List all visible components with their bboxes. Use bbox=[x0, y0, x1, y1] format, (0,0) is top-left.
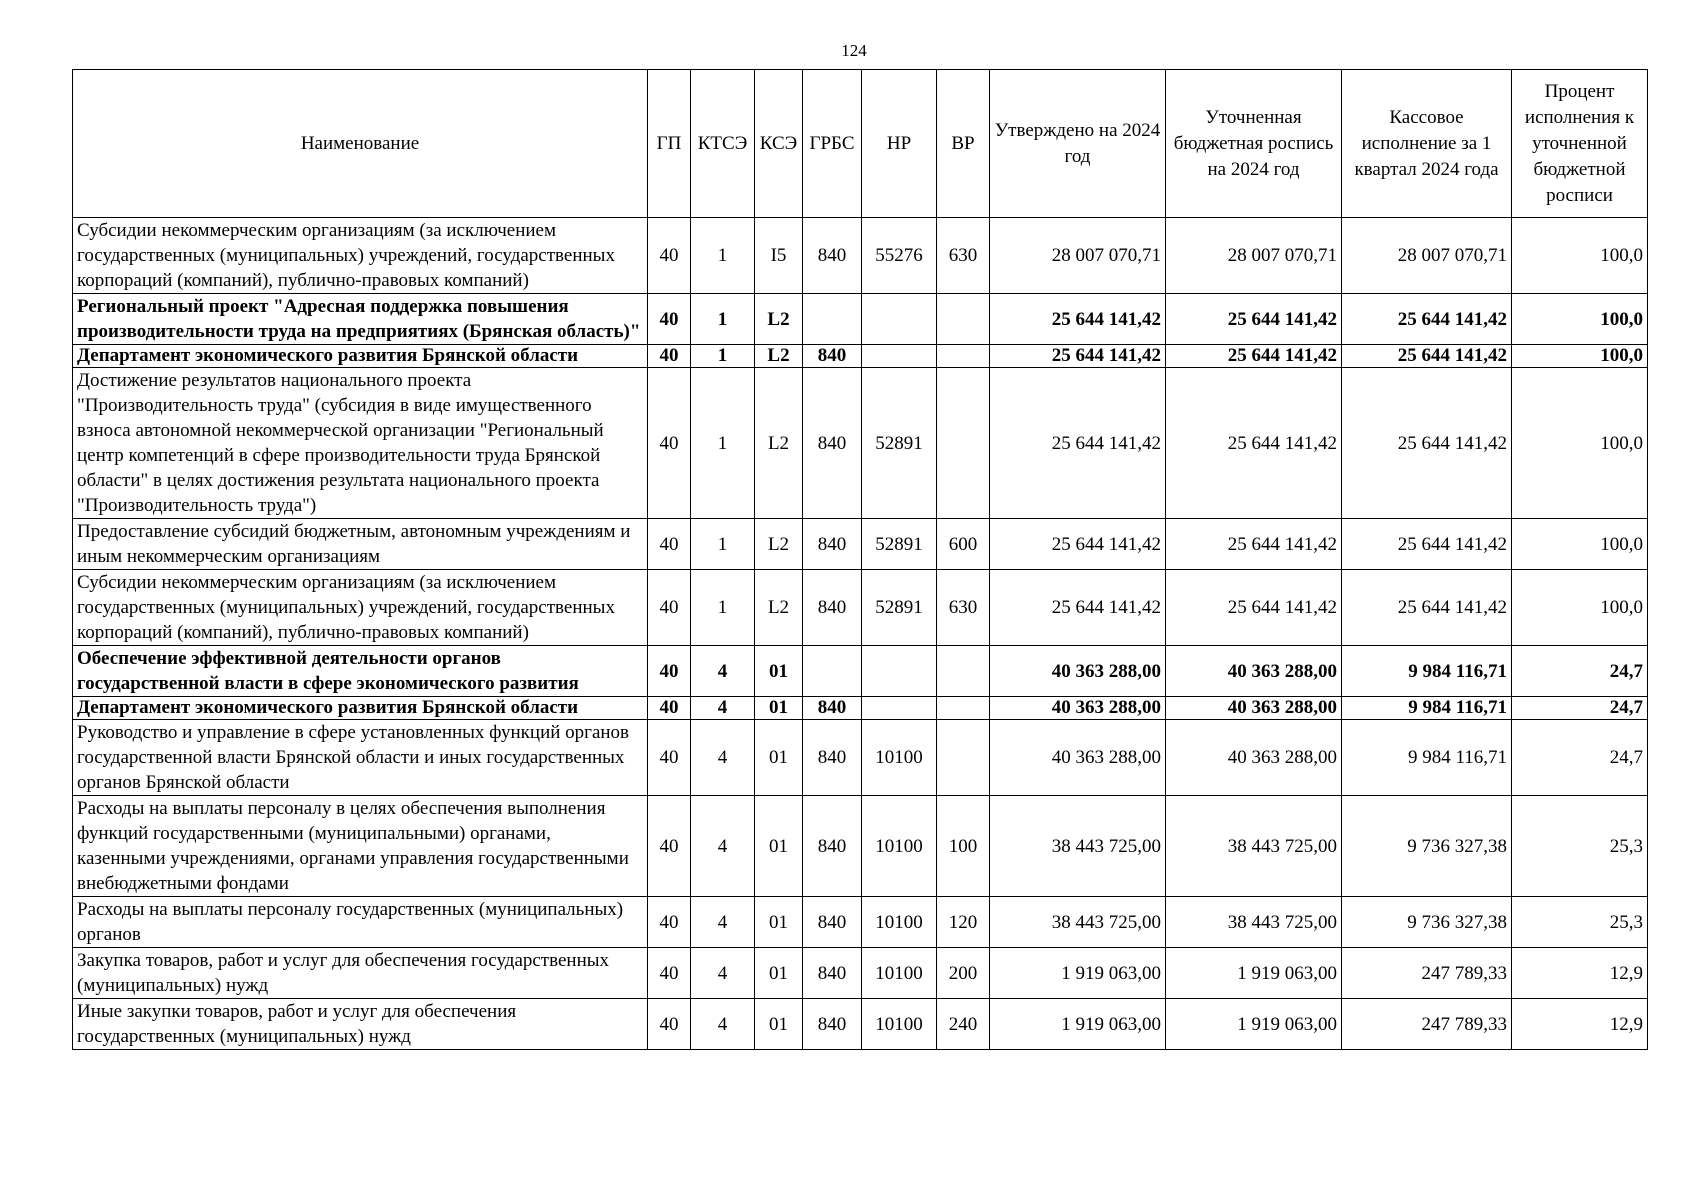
cash-execution-cell: 9 736 327,38 bbox=[1342, 796, 1512, 897]
kse-cell: 01 bbox=[755, 646, 803, 697]
vr-cell bbox=[937, 368, 990, 519]
refined-amount-cell: 38 443 725,00 bbox=[1166, 897, 1342, 948]
ktse-cell: 4 bbox=[691, 720, 755, 796]
nr-cell bbox=[862, 646, 937, 697]
gp-cell: 40 bbox=[648, 345, 691, 368]
kse-cell: 01 bbox=[755, 999, 803, 1050]
gp-cell: 40 bbox=[648, 294, 691, 345]
grbs-cell: 840 bbox=[803, 897, 862, 948]
execution-percent-cell: 24,7 bbox=[1512, 646, 1648, 697]
nr-cell: 10100 bbox=[862, 720, 937, 796]
nr-cell: 52891 bbox=[862, 519, 937, 570]
column-header: Кассовое исполнение за 1 квартал 2024 года bbox=[1342, 70, 1512, 218]
grbs-cell: 840 bbox=[803, 218, 862, 294]
ktse-cell: 4 bbox=[691, 796, 755, 897]
row-name-cell: Руководство и управление в сфере установленных функций органов государственной власти Брянской области и иных государственных органов Брянской области bbox=[73, 720, 648, 796]
table-row bbox=[73, 720, 1648, 796]
row-name-cell: Региональный проект "Адресная поддержка повышения производительности труда на предприятиях (Брянская область)" bbox=[73, 294, 648, 345]
kse-cell: 01 bbox=[755, 897, 803, 948]
vr-cell: 200 bbox=[937, 948, 990, 999]
cash-execution-cell: 9 984 116,71 bbox=[1342, 646, 1512, 697]
refined-amount-cell: 40 363 288,00 bbox=[1166, 720, 1342, 796]
gp-cell: 40 bbox=[648, 720, 691, 796]
table-row bbox=[73, 697, 1648, 720]
column-header: Процент исполнения к уточненной бюджетной росписи bbox=[1512, 70, 1648, 218]
nr-cell bbox=[862, 345, 937, 368]
refined-amount-cell: 25 644 141,42 bbox=[1166, 519, 1342, 570]
row-name-cell: Департамент экономического развития Брянской области bbox=[73, 697, 648, 720]
table-body bbox=[73, 218, 1648, 1050]
grbs-cell bbox=[803, 646, 862, 697]
approved-amount-cell: 38 443 725,00 bbox=[990, 796, 1166, 897]
row-name-cell: Достижение результатов национального проекта "Производительность труда" (субсидия в виде имущественного взноса автономной некоммерческой организации "Региональный центр компетенций в сфере производительности труда Брянской области" в целях достижения результата национального проекта "Производительность труда") bbox=[73, 368, 648, 519]
refined-amount-cell: 38 443 725,00 bbox=[1166, 796, 1342, 897]
vr-cell: 120 bbox=[937, 897, 990, 948]
gp-cell: 40 bbox=[648, 368, 691, 519]
refined-amount-cell: 1 919 063,00 bbox=[1166, 999, 1342, 1050]
grbs-cell: 840 bbox=[803, 519, 862, 570]
refined-amount-cell: 25 644 141,42 bbox=[1166, 570, 1342, 646]
kse-cell: 01 bbox=[755, 697, 803, 720]
execution-percent-cell: 25,3 bbox=[1512, 897, 1648, 948]
approved-amount-cell: 25 644 141,42 bbox=[990, 519, 1166, 570]
gp-cell: 40 bbox=[648, 796, 691, 897]
kse-cell: I5 bbox=[755, 218, 803, 294]
approved-amount-cell: 40 363 288,00 bbox=[990, 720, 1166, 796]
column-header: ГРБС bbox=[803, 70, 862, 218]
approved-amount-cell: 40 363 288,00 bbox=[990, 697, 1166, 720]
column-header: Уточненная бюджетная роспись на 2024 год bbox=[1166, 70, 1342, 218]
grbs-cell: 840 bbox=[803, 796, 862, 897]
vr-cell: 630 bbox=[937, 218, 990, 294]
approved-amount-cell: 1 919 063,00 bbox=[990, 999, 1166, 1050]
ktse-cell: 4 bbox=[691, 999, 755, 1050]
execution-percent-cell: 25,3 bbox=[1512, 796, 1648, 897]
approved-amount-cell: 25 644 141,42 bbox=[990, 570, 1166, 646]
gp-cell: 40 bbox=[648, 999, 691, 1050]
cash-execution-cell: 9 736 327,38 bbox=[1342, 897, 1512, 948]
kse-cell: 01 bbox=[755, 720, 803, 796]
column-header: НР bbox=[862, 70, 937, 218]
kse-cell: 01 bbox=[755, 796, 803, 897]
ktse-cell: 1 bbox=[691, 345, 755, 368]
vr-cell bbox=[937, 697, 990, 720]
refined-amount-cell: 25 644 141,42 bbox=[1166, 368, 1342, 519]
cash-execution-cell: 9 984 116,71 bbox=[1342, 697, 1512, 720]
table-row bbox=[73, 294, 1648, 345]
vr-cell bbox=[937, 720, 990, 796]
cash-execution-cell: 25 644 141,42 bbox=[1342, 570, 1512, 646]
grbs-cell: 840 bbox=[803, 570, 862, 646]
grbs-cell: 840 bbox=[803, 999, 862, 1050]
refined-amount-cell: 28 007 070,71 bbox=[1166, 218, 1342, 294]
cash-execution-cell: 25 644 141,42 bbox=[1342, 519, 1512, 570]
ktse-cell: 1 bbox=[691, 570, 755, 646]
gp-cell: 40 bbox=[648, 218, 691, 294]
execution-percent-cell: 12,9 bbox=[1512, 948, 1648, 999]
vr-cell bbox=[937, 294, 990, 345]
ktse-cell: 4 bbox=[691, 646, 755, 697]
vr-cell bbox=[937, 646, 990, 697]
kse-cell: L2 bbox=[755, 294, 803, 345]
execution-percent-cell: 100,0 bbox=[1512, 294, 1648, 345]
grbs-cell: 840 bbox=[803, 697, 862, 720]
budget-table bbox=[72, 69, 1648, 1050]
execution-percent-cell: 100,0 bbox=[1512, 368, 1648, 519]
approved-amount-cell: 28 007 070,71 bbox=[990, 218, 1166, 294]
gp-cell: 40 bbox=[648, 697, 691, 720]
cash-execution-cell: 247 789,33 bbox=[1342, 999, 1512, 1050]
ktse-cell: 4 bbox=[691, 697, 755, 720]
table-row bbox=[73, 646, 1648, 697]
nr-cell bbox=[862, 697, 937, 720]
column-header: Утверждено на 2024 год bbox=[990, 70, 1166, 218]
ktse-cell: 1 bbox=[691, 519, 755, 570]
cash-execution-cell: 247 789,33 bbox=[1342, 948, 1512, 999]
ktse-cell: 1 bbox=[691, 218, 755, 294]
execution-percent-cell: 100,0 bbox=[1512, 345, 1648, 368]
row-name-cell: Закупка товаров, работ и услуг для обеспечения государственных (муниципальных) нужд bbox=[73, 948, 648, 999]
execution-percent-cell: 100,0 bbox=[1512, 218, 1648, 294]
cash-execution-cell: 25 644 141,42 bbox=[1342, 294, 1512, 345]
row-name-cell: Расходы на выплаты персоналу в целях обеспечения выполнения функций государственными (муниципальными) органами, казенными учреждениями, органами управления государственными внебюджетными фондами bbox=[73, 796, 648, 897]
table-row bbox=[73, 948, 1648, 999]
table-row bbox=[73, 345, 1648, 368]
row-name-cell: Субсидии некоммерческим организациям (за исключением государственных (муниципальных) учреждений, государственных корпораций (компаний), публично-правовых компаний) bbox=[73, 218, 648, 294]
column-header: КТСЭ bbox=[691, 70, 755, 218]
ktse-cell: 1 bbox=[691, 294, 755, 345]
row-name-cell: Обеспечение эффективной деятельности органов государственной власти в сфере экономического развития bbox=[73, 646, 648, 697]
nr-cell: 10100 bbox=[862, 897, 937, 948]
vr-cell: 240 bbox=[937, 999, 990, 1050]
grbs-cell: 840 bbox=[803, 948, 862, 999]
column-header: ГП bbox=[648, 70, 691, 218]
nr-cell: 55276 bbox=[862, 218, 937, 294]
refined-amount-cell: 1 919 063,00 bbox=[1166, 948, 1342, 999]
nr-cell: 10100 bbox=[862, 999, 937, 1050]
column-header: ВР bbox=[937, 70, 990, 218]
refined-amount-cell: 40 363 288,00 bbox=[1166, 697, 1342, 720]
nr-cell: 10100 bbox=[862, 948, 937, 999]
execution-percent-cell: 24,7 bbox=[1512, 720, 1648, 796]
approved-amount-cell: 1 919 063,00 bbox=[990, 948, 1166, 999]
grbs-cell bbox=[803, 294, 862, 345]
row-name-cell: Департамент экономического развития Брянской области bbox=[73, 345, 648, 368]
execution-percent-cell: 24,7 bbox=[1512, 697, 1648, 720]
page-number: 124 bbox=[841, 41, 867, 60]
grbs-cell: 840 bbox=[803, 345, 862, 368]
table-row bbox=[73, 218, 1648, 294]
row-name-cell: Предоставление субсидий бюджетным, автономным учреждениям и иным некоммерческим организациям bbox=[73, 519, 648, 570]
row-name-cell: Иные закупки товаров, работ и услуг для обеспечения государственных (муниципальных) нужд bbox=[73, 999, 648, 1050]
approved-amount-cell: 25 644 141,42 bbox=[990, 345, 1166, 368]
refined-amount-cell: 25 644 141,42 bbox=[1166, 294, 1342, 345]
kse-cell: L2 bbox=[755, 519, 803, 570]
table-row bbox=[73, 368, 1648, 519]
gp-cell: 40 bbox=[648, 948, 691, 999]
approved-amount-cell: 25 644 141,42 bbox=[990, 294, 1166, 345]
approved-amount-cell: 38 443 725,00 bbox=[990, 897, 1166, 948]
gp-cell: 40 bbox=[648, 570, 691, 646]
execution-percent-cell: 12,9 bbox=[1512, 999, 1648, 1050]
vr-cell: 100 bbox=[937, 796, 990, 897]
approved-amount-cell: 40 363 288,00 bbox=[990, 646, 1166, 697]
ktse-cell: 4 bbox=[691, 948, 755, 999]
table-row bbox=[73, 519, 1648, 570]
vr-cell bbox=[937, 345, 990, 368]
cash-execution-cell: 28 007 070,71 bbox=[1342, 218, 1512, 294]
refined-amount-cell: 40 363 288,00 bbox=[1166, 646, 1342, 697]
column-header: КСЭ bbox=[755, 70, 803, 218]
cash-execution-cell: 25 644 141,42 bbox=[1342, 345, 1512, 368]
nr-cell: 10100 bbox=[862, 796, 937, 897]
table-row bbox=[73, 570, 1648, 646]
grbs-cell: 840 bbox=[803, 720, 862, 796]
execution-percent-cell: 100,0 bbox=[1512, 519, 1648, 570]
table-header-row bbox=[73, 70, 1648, 218]
column-header: Наименование bbox=[73, 70, 648, 218]
ktse-cell: 1 bbox=[691, 368, 755, 519]
gp-cell: 40 bbox=[648, 646, 691, 697]
row-name-cell: Расходы на выплаты персоналу государственных (муниципальных) органов bbox=[73, 897, 648, 948]
approved-amount-cell: 25 644 141,42 bbox=[990, 368, 1166, 519]
grbs-cell: 840 bbox=[803, 368, 862, 519]
kse-cell: L2 bbox=[755, 368, 803, 519]
table-row bbox=[73, 999, 1648, 1050]
ktse-cell: 4 bbox=[691, 897, 755, 948]
table-row bbox=[73, 897, 1648, 948]
refined-amount-cell: 25 644 141,42 bbox=[1166, 345, 1342, 368]
cash-execution-cell: 9 984 116,71 bbox=[1342, 720, 1512, 796]
execution-percent-cell: 100,0 bbox=[1512, 570, 1648, 646]
nr-cell: 52891 bbox=[862, 570, 937, 646]
kse-cell: 01 bbox=[755, 948, 803, 999]
kse-cell: L2 bbox=[755, 345, 803, 368]
gp-cell: 40 bbox=[648, 897, 691, 948]
gp-cell: 40 bbox=[648, 519, 691, 570]
table-row bbox=[73, 796, 1648, 897]
vr-cell: 600 bbox=[937, 519, 990, 570]
cash-execution-cell: 25 644 141,42 bbox=[1342, 368, 1512, 519]
kse-cell: L2 bbox=[755, 570, 803, 646]
nr-cell: 52891 bbox=[862, 368, 937, 519]
vr-cell: 630 bbox=[937, 570, 990, 646]
nr-cell bbox=[862, 294, 937, 345]
row-name-cell: Субсидии некоммерческим организациям (за исключением государственных (муниципальных) учреждений, государственных корпораций (компаний), публично-правовых компаний) bbox=[73, 570, 648, 646]
